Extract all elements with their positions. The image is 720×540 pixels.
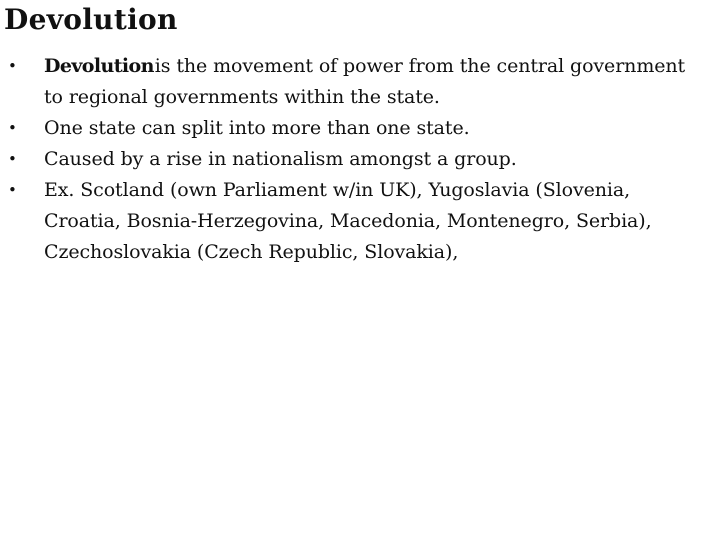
bullet-item xyxy=(0,113,700,144)
bullet-dot-icon: • xyxy=(8,150,17,168)
bullet-text: Caused by a rise in nationalism amongst a group. xyxy=(44,148,517,170)
bullet-dot-icon: • xyxy=(8,57,17,75)
bullet-text: Ex. Scotland (own Parliament w/in UK), Yugoslavia (Slovenia, Croatia, Bosnia-Herzegovina, Macedonia, Montenegro, Serbia), Czechoslovakia (Czech Republic, Slovakia), xyxy=(44,179,652,263)
bullet-item xyxy=(0,144,700,175)
bullet-item xyxy=(0,51,700,113)
bullet-dot-icon: • xyxy=(8,119,17,137)
bullet-dot-icon: • xyxy=(8,181,17,199)
bullet-list xyxy=(0,51,700,268)
bullet-text: is the movement of power from the central government to regional governments within the state. xyxy=(44,55,686,108)
bullet-item xyxy=(0,175,700,268)
bullet-term: Devolution xyxy=(44,55,154,77)
bullet-text: One state can split into more than one state. xyxy=(44,117,470,139)
slide-title: Devolution xyxy=(4,3,178,36)
